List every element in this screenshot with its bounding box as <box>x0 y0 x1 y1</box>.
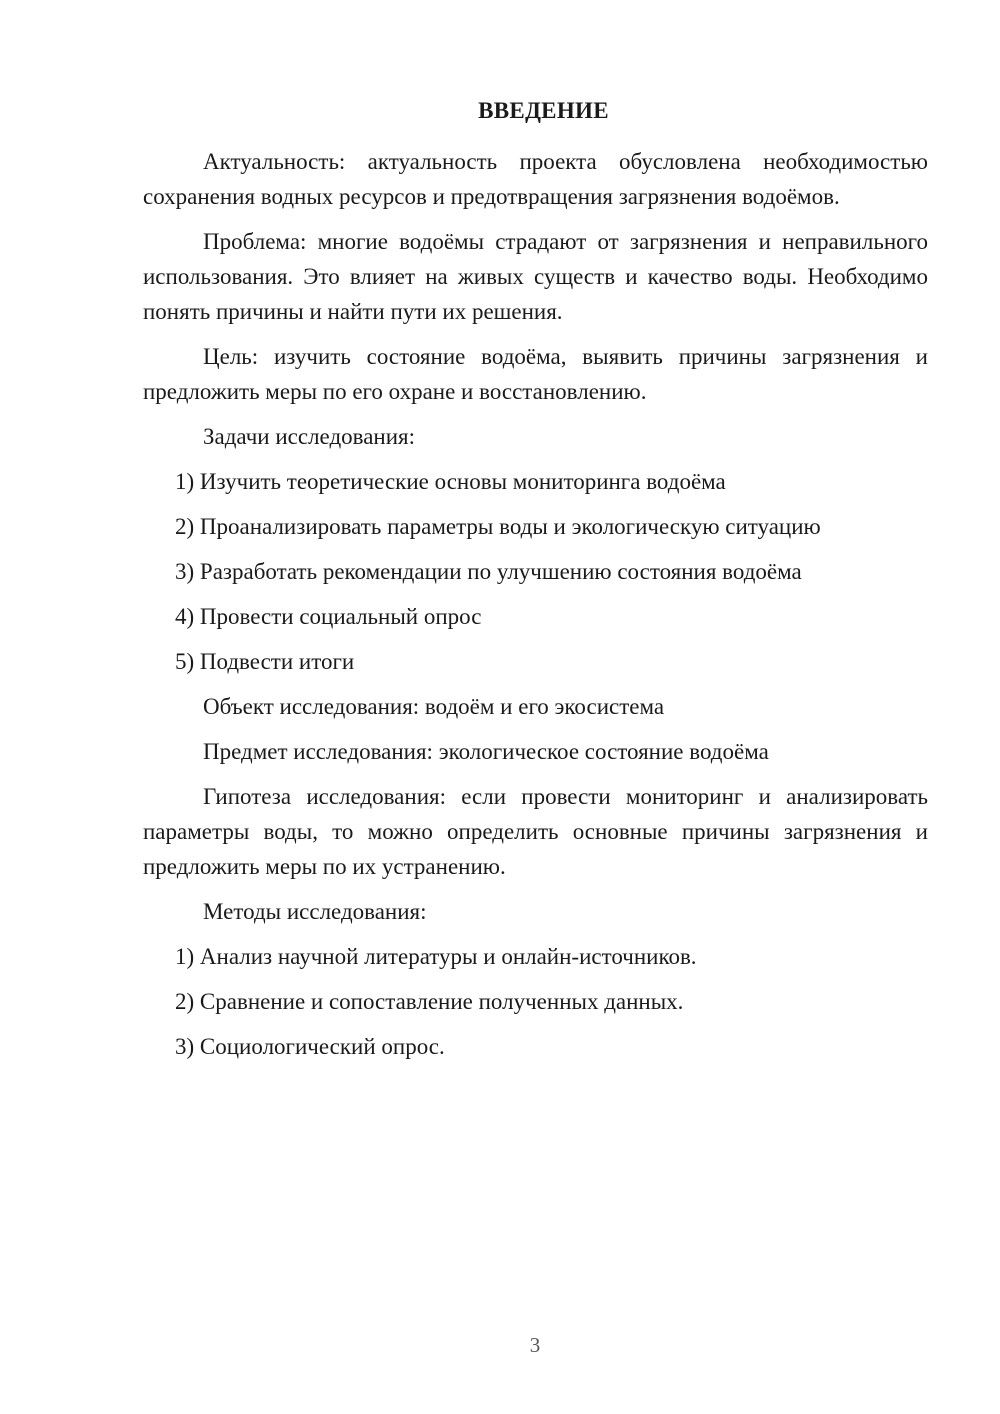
subject-line: Предмет исследования: экологическое состояние водоёма <box>203 739 769 764</box>
list-item: 5) Подвести итоги <box>175 649 355 674</box>
hypothesis-paragraph: Гипотеза исследования: если провести мониторинг и анализировать параметры воды, то можно определить основные причины загрязнения и предложить меры по их устранению. <box>143 784 928 879</box>
list-item: 3) Социологический опрос. <box>175 1034 445 1059</box>
list-item: 4) Провести социальный опрос <box>175 604 482 629</box>
goal-paragraph: Цель: изучить состояние водоёма, выявить причины загрязнения и предложить меры по его охране и восстановлению. <box>143 344 928 404</box>
page-title: ВВЕДЕНИЕ <box>478 98 609 123</box>
list-item: 1) Анализ научной литературы и онлайн-источников. <box>175 944 697 969</box>
tasks-list <box>143 464 928 679</box>
list-item: 2) Сравнение и сопоставление полученных данных. <box>175 989 684 1014</box>
list-item: 3) Разработать рекомендации по улучшению состояния водоёма <box>175 559 802 584</box>
object-line: Объект исследования: водоём и его экосистема <box>203 694 665 719</box>
relevance-paragraph: Актуальность: актуальность проекта обусловлена необходимостью сохранения водных ресурсов и предотвращения загрязнения водоёмов. <box>143 149 928 209</box>
methods-heading: Методы исследования: <box>203 899 427 924</box>
page-number: 3 <box>529 1333 541 1357</box>
methods-list <box>143 939 928 1064</box>
tasks-heading: Задачи исследования: <box>203 424 416 449</box>
page-content <box>143 96 928 1074</box>
list-item: 2) Проанализировать параметры воды и экологическую ситуацию <box>175 514 821 539</box>
problem-paragraph: Проблема: многие водоёмы страдают от загрязнения и неправильного использования. Это влияет на живых существ и качество воды. Необходимо понять причины и найти пути их решения. <box>143 229 928 324</box>
list-item: 1) Изучить теоретические основы мониторинга водоёма <box>175 469 726 494</box>
